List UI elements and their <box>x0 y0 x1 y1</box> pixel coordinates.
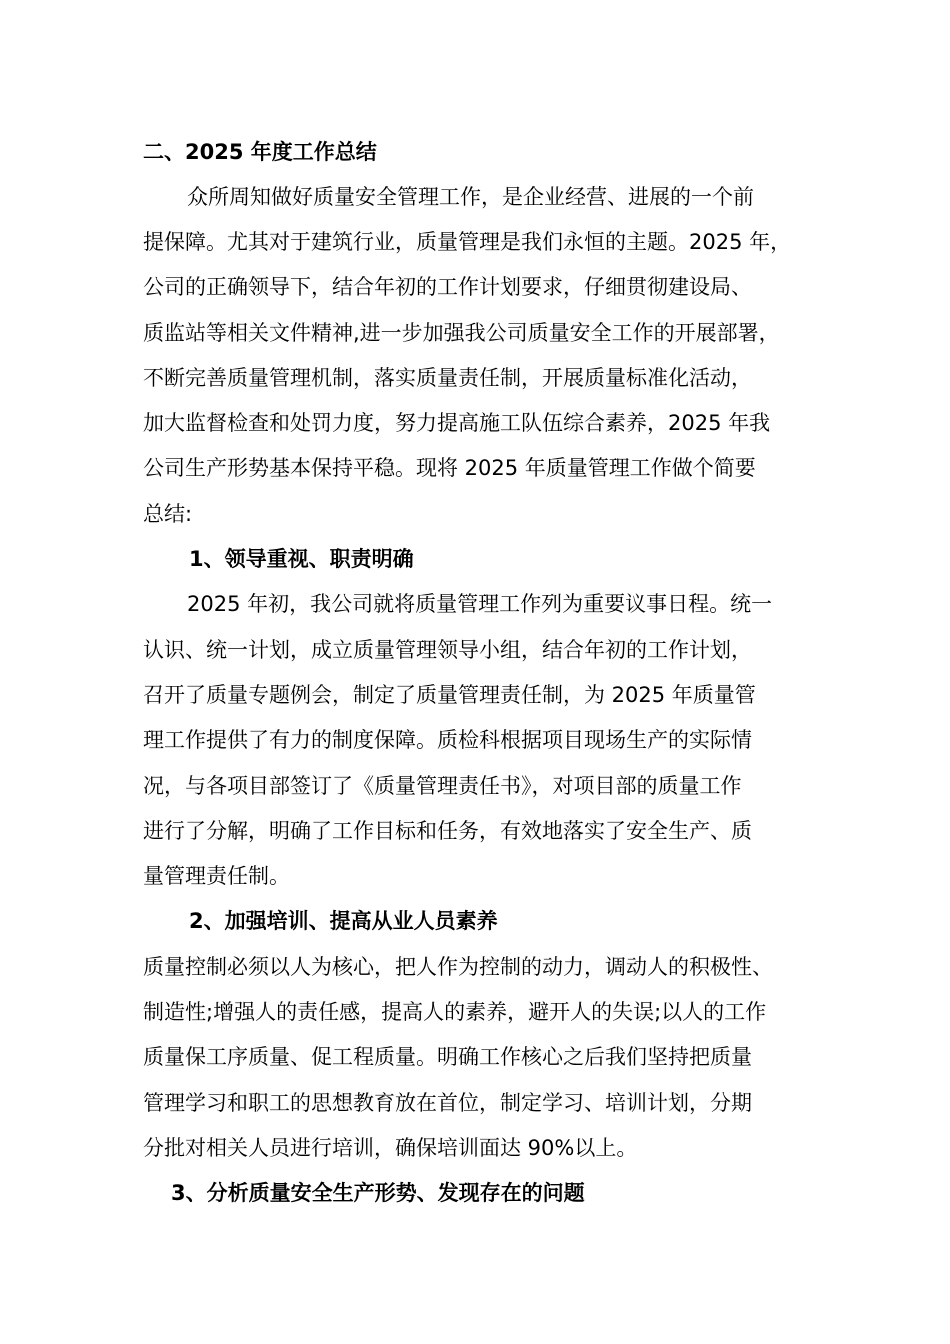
sub1-line-6: 进行了分解，明确了工作目标和任务，有效地落实了安全生产、质 <box>143 819 752 843</box>
sub2-line-1: 质量控制必须以人为核心，把人作为控制的动力，调动人的积极性、 <box>143 955 773 979</box>
sub2-line-5: 分批对相关人员进行培训，确保培训面达 90%以上。 <box>143 1136 638 1160</box>
intro-line-8: 总结: <box>143 502 193 526</box>
intro-line-1: 众所周知做好质量安全管理工作，是企业经营、进展的一个前 <box>187 185 754 209</box>
subsection-3-title: 3、分析质量安全生产形势、发现存在的问题 <box>171 1181 585 1205</box>
sub2-line-3: 质量保工序质量、促工程质量。明确工作核心之后我们坚持把质量 <box>143 1045 752 1069</box>
section-title: 二、2025 年度工作总结 <box>143 140 377 164</box>
sub1-line-1: 2025 年初，我公司就将质量管理工作列为重要议事日程。统一 <box>187 592 773 616</box>
sub1-line-3: 召开了质量专题例会，制定了质量管理责任制，为 2025 年质量管 <box>143 683 756 707</box>
intro-line-3: 公司的正确领导下，结合年初的工作计划要求，仔细贯彻建设局、 <box>143 275 752 299</box>
subsection-1-title: 1、领导重视、职责明确 <box>189 547 414 571</box>
intro-line-5: 不断完善质量管理机制，落实质量责任制，开展质量标准化活动， <box>143 366 752 390</box>
sub1-line-5: 况，与各项目部签订了《质量管理责任书》，对项目部的质量工作 <box>143 774 742 798</box>
sub1-line-4: 理工作提供了有力的制度保障。质检科根据项目现场生产的实际情 <box>143 728 752 752</box>
intro-line-2: 提保障。尤其对于建筑行业，质量管理是我们永恒的主题。2025 年， <box>143 230 792 254</box>
sub2-line-2: 制造性;增强人的责任感，提高人的素养，避开人的失误;以人的工作 <box>143 1000 767 1024</box>
subsection-2-title: 2、加强培训、提高从业人员素养 <box>189 909 498 933</box>
intro-line-4: 质监站等相关文件精神,进一步加强我公司质量安全工作的开展部署， <box>143 321 780 345</box>
sub1-line-2: 认识、统一计划，成立质量管理领导小组，结合年初的工作计划， <box>143 638 752 662</box>
sub1-line-7: 量管理责任制。 <box>143 864 290 888</box>
intro-line-6: 加大监督检查和处罚力度，努力提高施工队伍综合素养，2025 年我 <box>143 411 771 435</box>
intro-line-7: 公司生产形势基本保持平稳。现将 2025 年质量管理工作做个简要 <box>143 456 756 480</box>
sub2-line-4: 管理学习和职工的思想教育放在首位，制定学习、培训计划，分期 <box>143 1091 752 1115</box>
